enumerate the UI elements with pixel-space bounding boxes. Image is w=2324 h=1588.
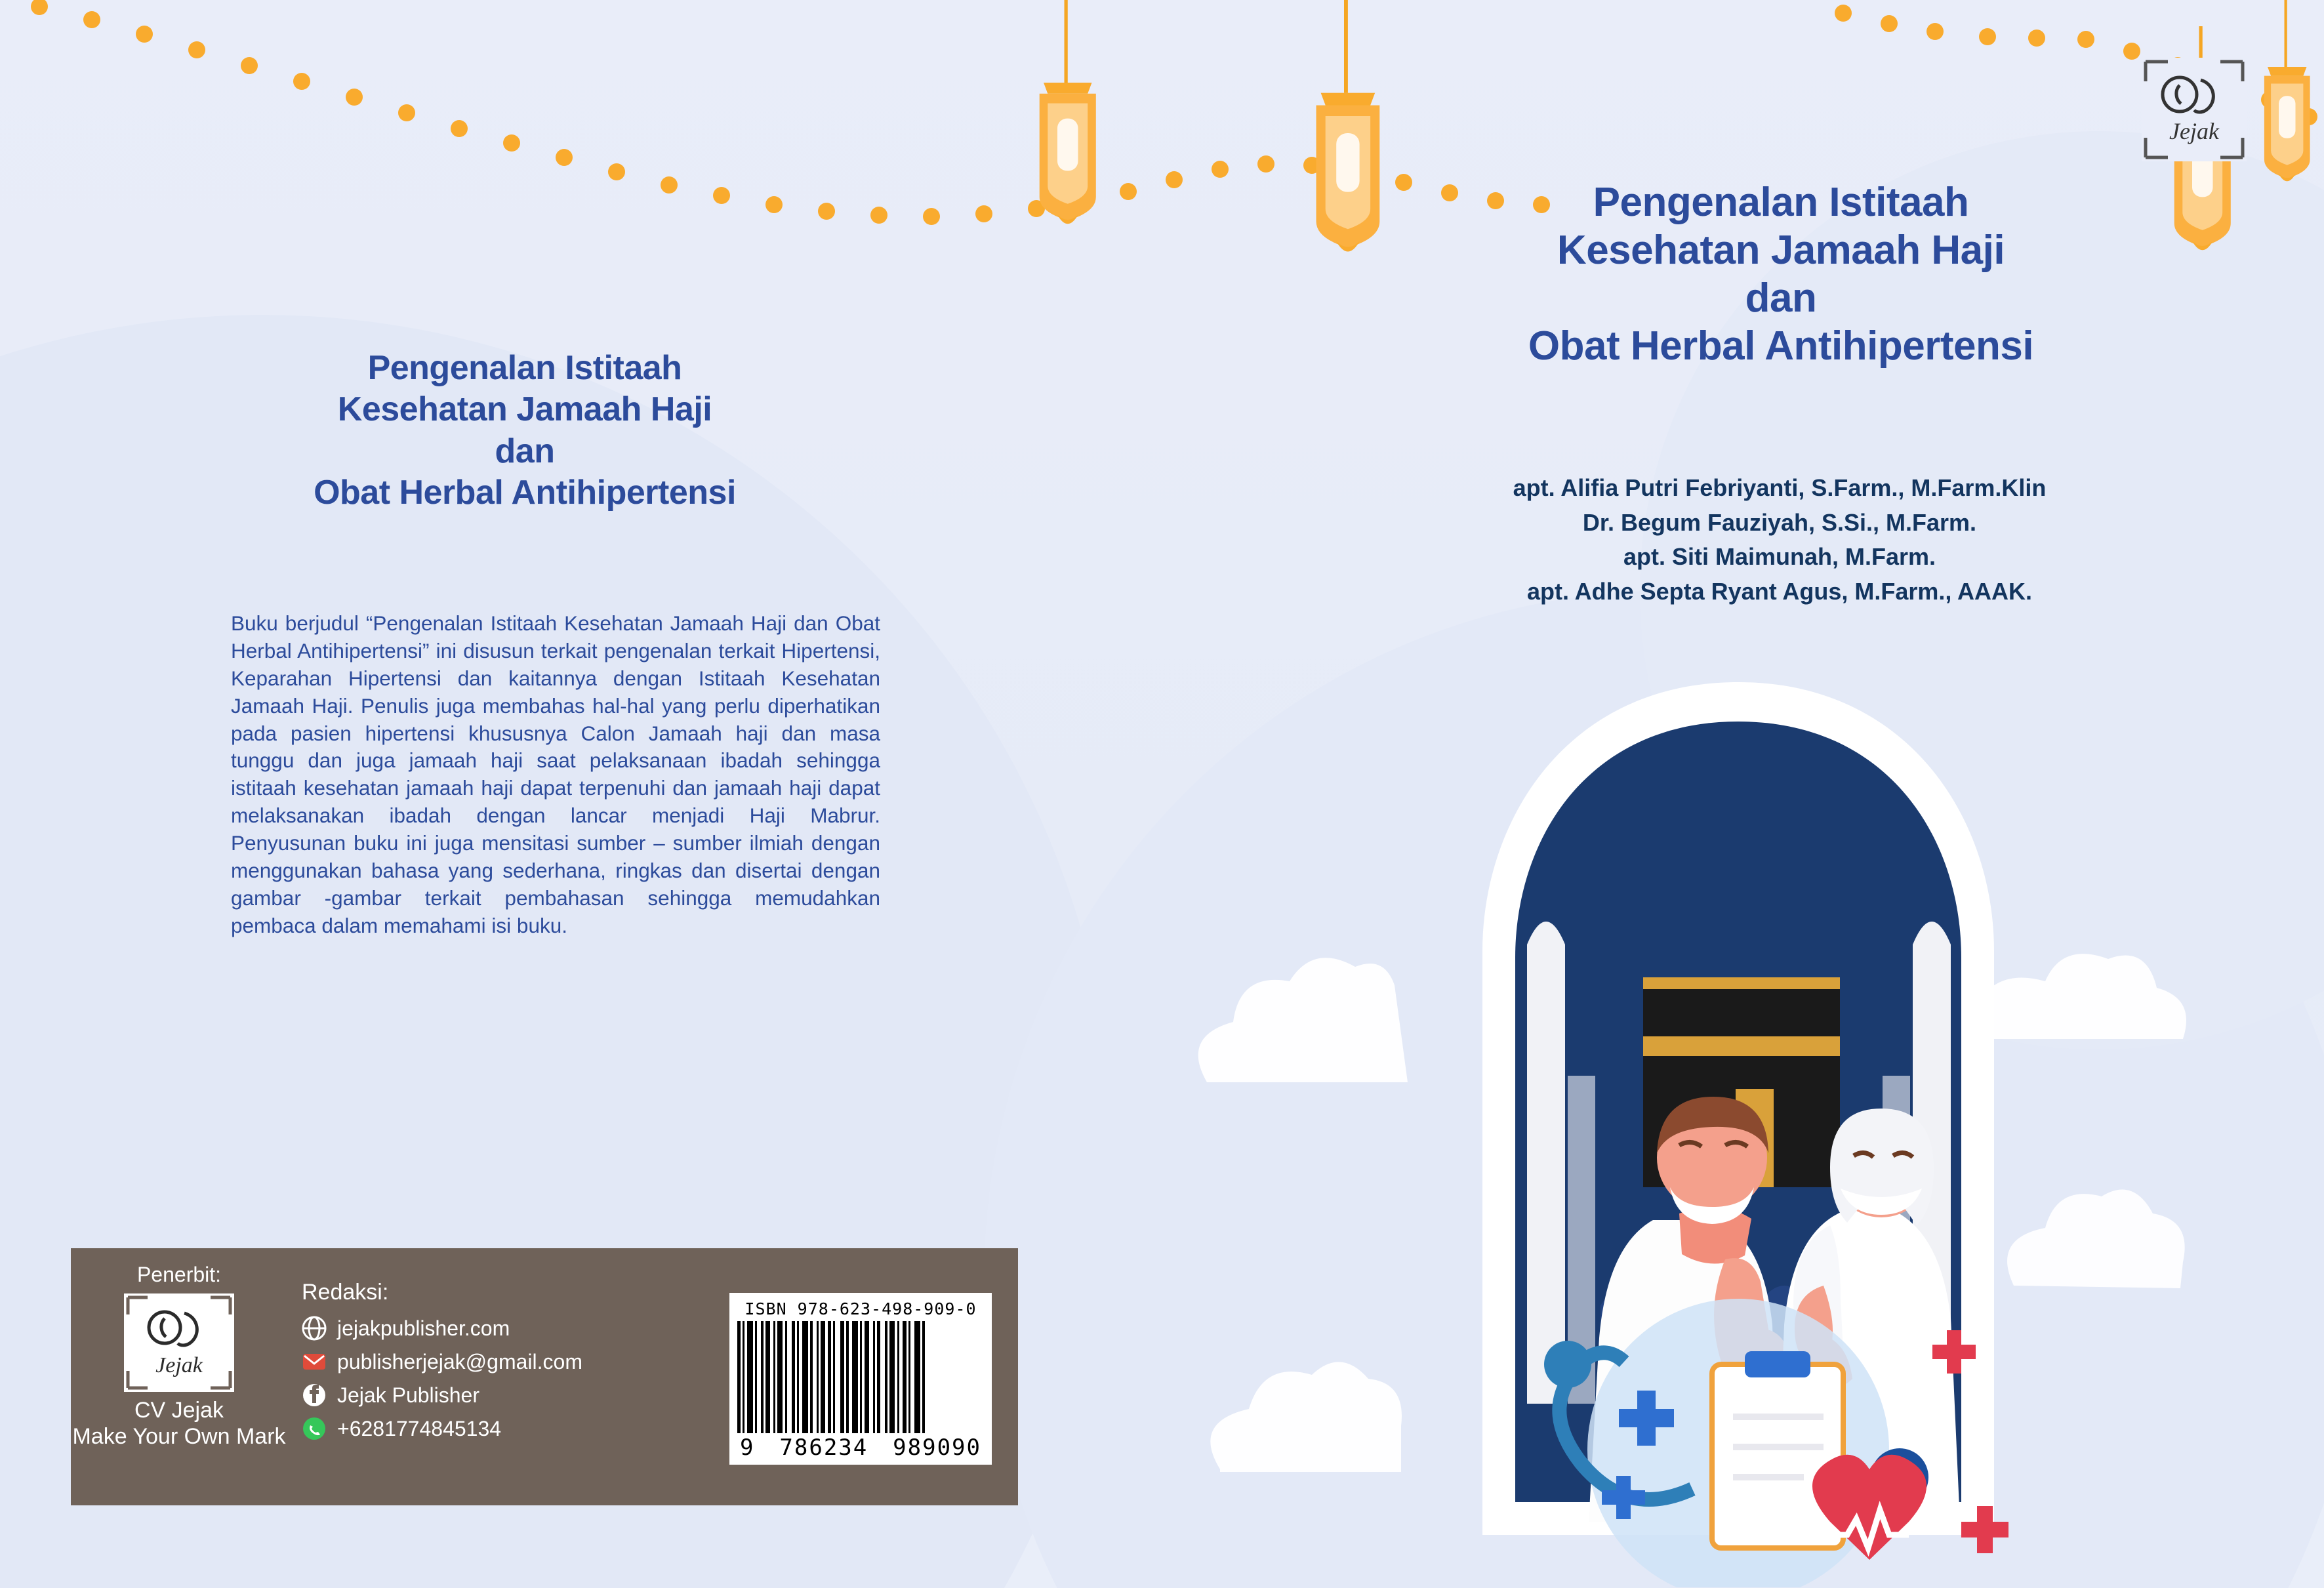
front-cover-authors bbox=[1363, 471, 2196, 609]
publisher-name: CV Jejak bbox=[134, 1398, 224, 1423]
barcode-left-digit: 9 bbox=[740, 1435, 755, 1461]
author-3: apt. Siti Maimunah, M.Farm. bbox=[1623, 543, 1936, 571]
publisher-logo-wordmark-small: Jejak bbox=[155, 1353, 203, 1377]
contact-email[interactable] bbox=[302, 1349, 729, 1374]
back-cover-title bbox=[197, 348, 853, 514]
facebook-text: Jejak Publisher bbox=[337, 1383, 479, 1407]
barcode-bars bbox=[737, 1321, 984, 1433]
back-title-line-2: Kesehatan Jamaah Haji bbox=[337, 390, 712, 429]
barcode-group-2: 989090 bbox=[893, 1435, 981, 1461]
publisher-logo bbox=[124, 1293, 234, 1392]
author-2: Dr. Begum Fauziyah, S.Si., M.Farm. bbox=[1582, 508, 1977, 536]
barcode-group-1: 786234 bbox=[779, 1435, 868, 1461]
publisher-identity bbox=[71, 1248, 287, 1505]
email-text: publisherjejak@gmail.com bbox=[337, 1349, 582, 1374]
author-1: apt. Alifia Putri Febriyanti, S.Farm., M.Farm.Klin bbox=[1513, 474, 2047, 501]
author-4: apt. Adhe Septa Ryant Agus, M.Farm., AAAK. bbox=[1526, 577, 2033, 605]
publisher-bar bbox=[71, 1248, 1018, 1505]
publisher-contact-block bbox=[287, 1248, 729, 1505]
isbn-barcode bbox=[729, 1293, 992, 1465]
publisher-logo-top bbox=[2142, 58, 2247, 161]
cover-illustration bbox=[1371, 669, 2106, 1587]
whatsapp-text: +6281774845134 bbox=[337, 1416, 502, 1440]
back-title-line-3: dan bbox=[495, 432, 555, 470]
website-text: jejakpublisher.com bbox=[337, 1316, 510, 1340]
publisher-label: Penerbit: bbox=[136, 1263, 222, 1286]
mail-icon bbox=[302, 1349, 327, 1374]
front-cover-title bbox=[1355, 178, 2207, 371]
front-title-line-2: Kesehatan Jamaah Haji bbox=[1557, 228, 2005, 274]
contact-whatsapp[interactable] bbox=[302, 1416, 729, 1441]
facebook-icon bbox=[302, 1383, 327, 1408]
back-cover-blurb: Buku berjudul “Pengenalan Istitaah Kesehatan Jamaah Haji dan Obat Herbal Antihipertensi” ini disusun terkait pengenalan terkait Hipertensi, Keparahan Hipertensi dan kaitannya dengan Istitaah Kesehatan Jamaah Haji. Penulis juga membahas hal-hal yang perlu diperhatikan pada pasien hipertensi khususnya Calon Jamaah haji dan masa tunggu dan juga jamaah haji saat pelaksanaan ibadah sehingga istitaah kesehatan jamaah haji dapat terpenuhi dan jamaah haji dapat melaksanakan ibadah dengan lancar menjadi Haji Mabrur. Penyusunan buku ini juga mensitasi sumber – sumber ilmiah dengan menggunakan bahasa yang sederhana, ringkas dan disertai dengan gambar -gambar terkait pembahasan sehingga memudahkan pembaca dalam memahami isi buku. bbox=[231, 611, 880, 937]
contact-website[interactable] bbox=[302, 1316, 729, 1341]
publisher-logo-wordmark: Jejak bbox=[2169, 118, 2219, 144]
clipboard-icon bbox=[1712, 1351, 1843, 1548]
redaksi-label: Redaksi: bbox=[302, 1280, 389, 1305]
contact-facebook[interactable] bbox=[302, 1383, 729, 1408]
publisher-tagline: Make Your Own Mark bbox=[72, 1424, 286, 1450]
front-title-line-4: Obat Herbal Antihipertensi bbox=[1528, 323, 2034, 369]
barcode-digits bbox=[737, 1433, 984, 1461]
front-title-line-3: dan bbox=[1745, 275, 1817, 321]
globe-icon bbox=[302, 1316, 327, 1341]
isbn-text: ISBN 978-623-498-909-0 bbox=[744, 1299, 977, 1318]
front-title-line-1: Pengenalan Istitaah bbox=[1593, 180, 1969, 225]
whatsapp-icon bbox=[302, 1416, 327, 1441]
back-title-line-1: Pengenalan Istitaah bbox=[367, 349, 682, 387]
back-title-line-4: Obat Herbal Antihipertensi bbox=[314, 474, 736, 512]
